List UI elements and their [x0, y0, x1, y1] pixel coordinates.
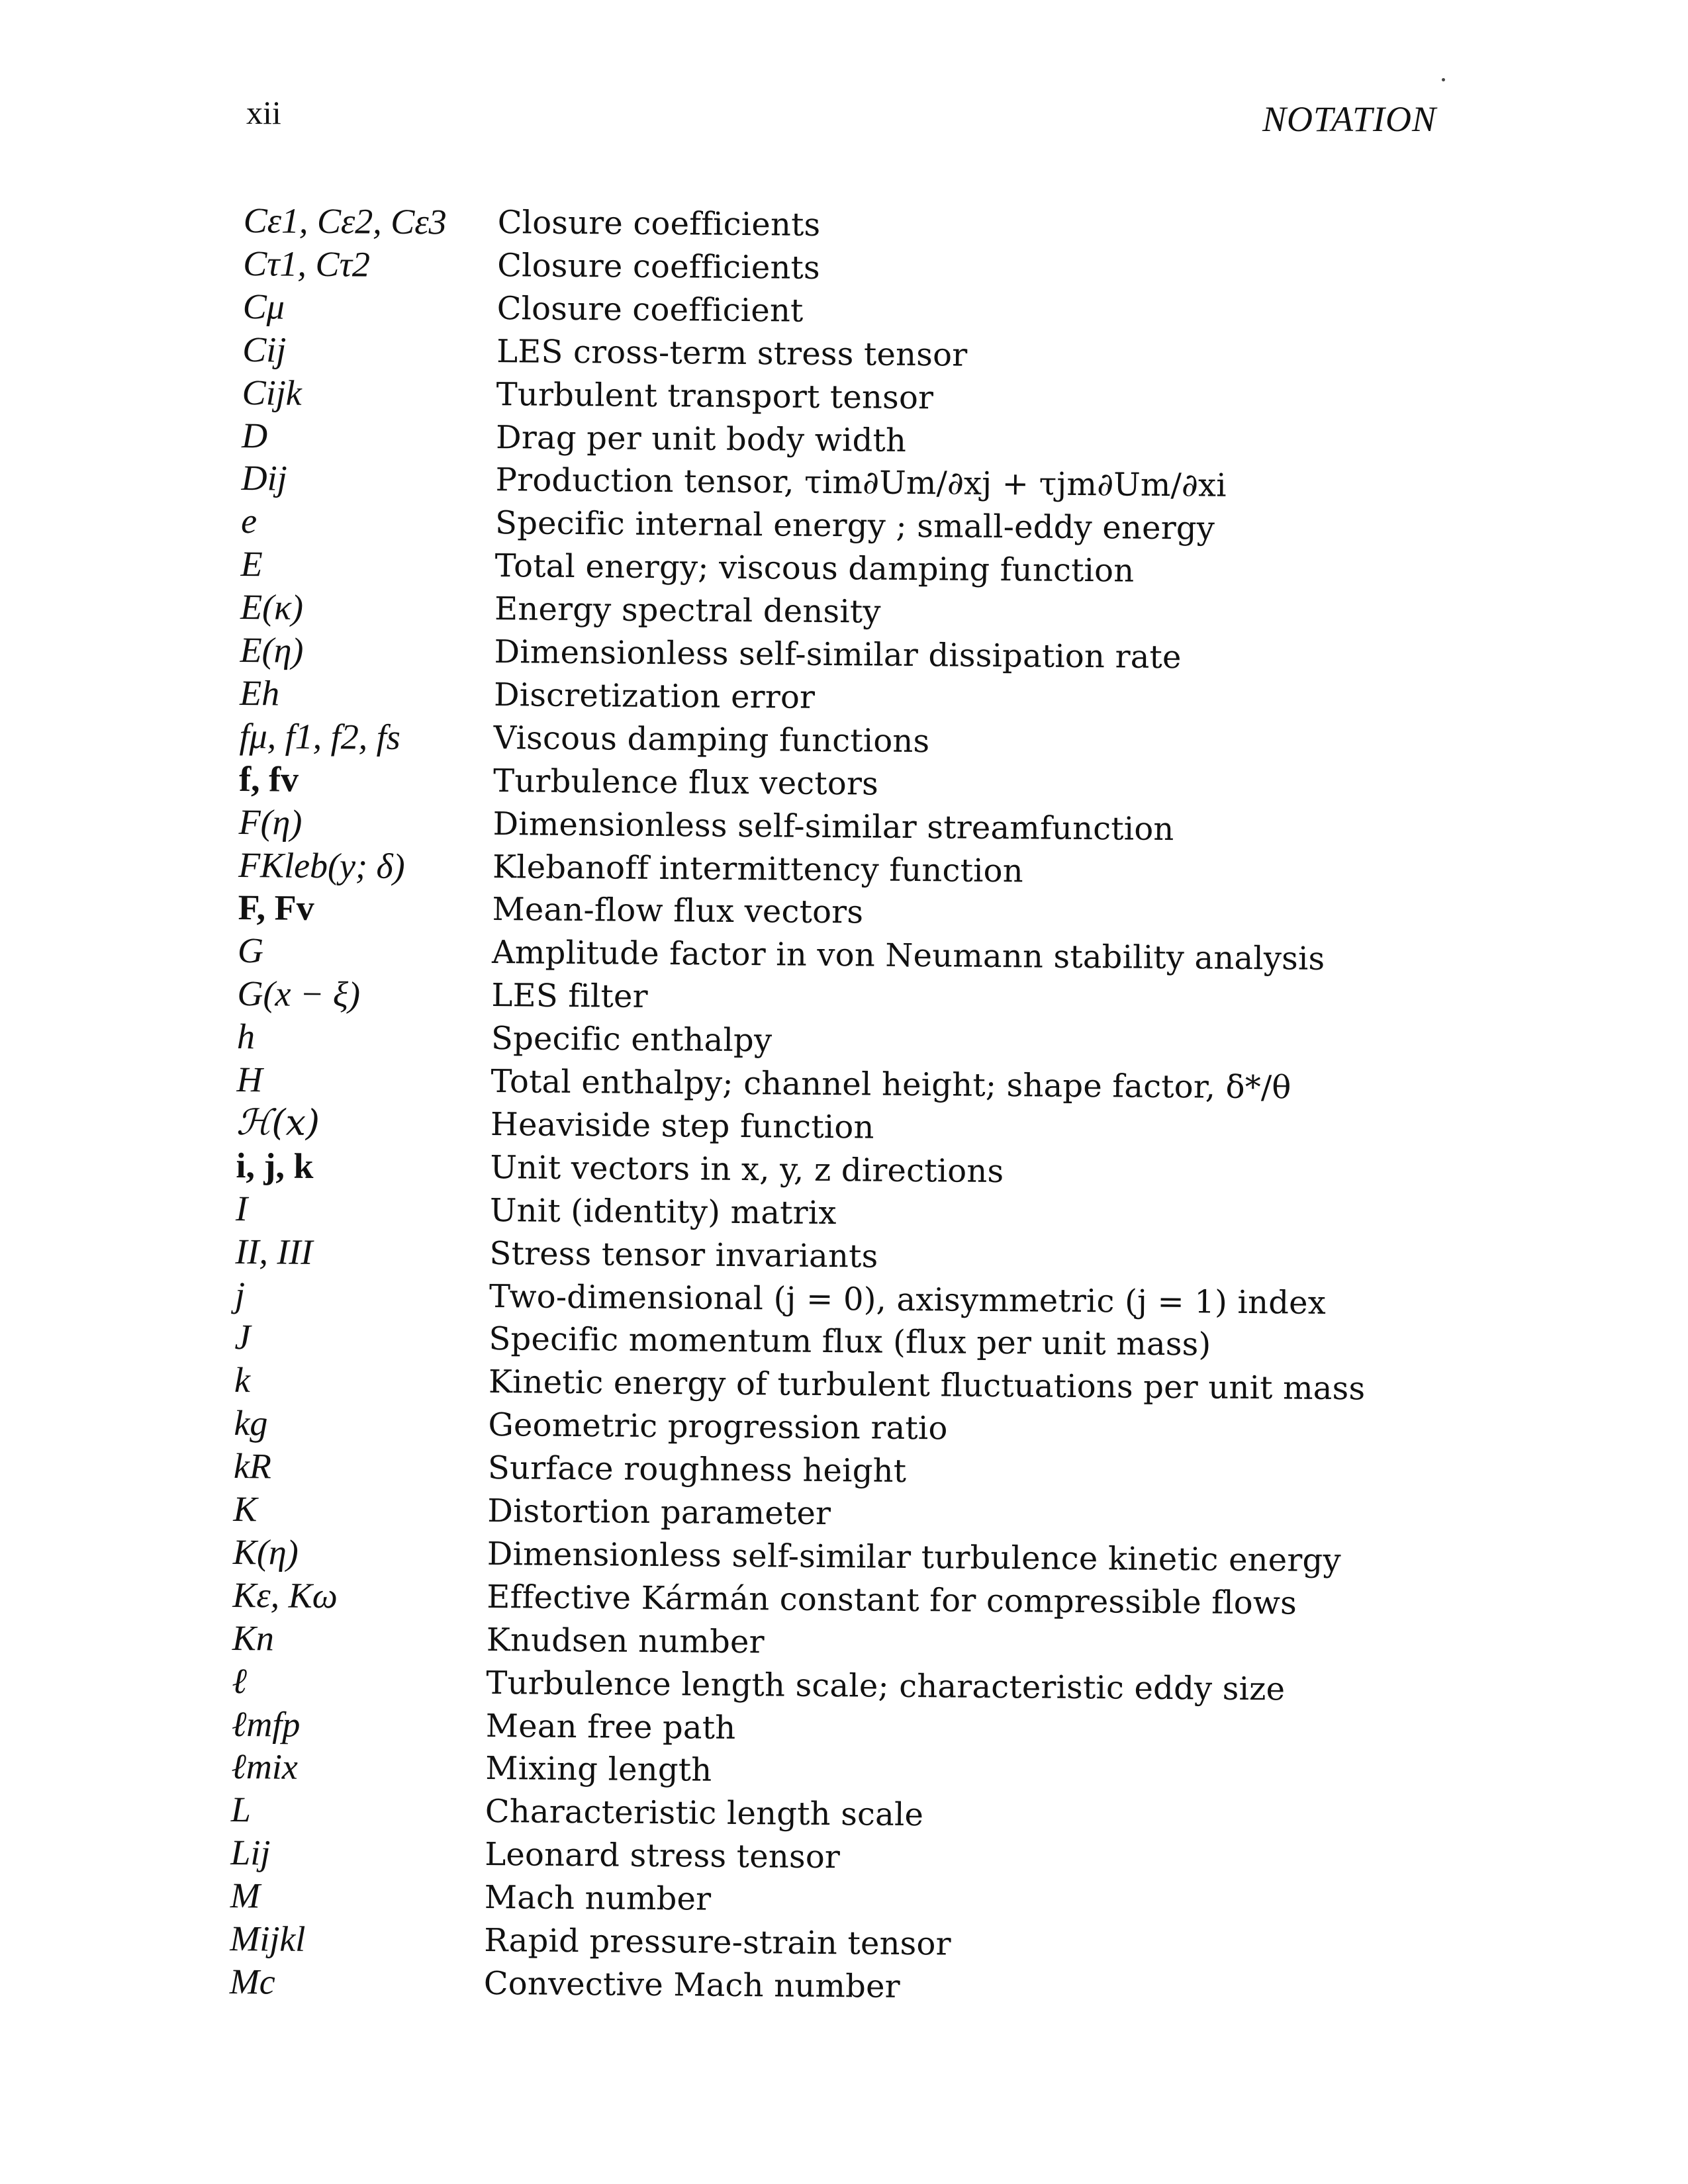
notation-symbol: Dij: [241, 458, 287, 498]
notation-symbol: fμ, f1, f2, fs: [239, 716, 400, 757]
notation-symbol: kg: [234, 1403, 268, 1443]
notation-description: Mean free path: [485, 1707, 736, 1747]
notation-description: Turbulence flux vectors: [492, 762, 879, 803]
notation-symbol: J: [234, 1317, 251, 1357]
notation-description: Discretization error: [493, 676, 816, 716]
notation-list: [0, 197, 1688, 2063]
notation-description: Leonard stress tensor: [485, 1836, 841, 1876]
notation-description: Effective Kármán constant for compressible flows: [487, 1578, 1297, 1622]
notation-description: Convective Mach number: [483, 1964, 901, 2005]
notation-symbol: L: [230, 1789, 252, 1830]
notation-symbol: G: [237, 931, 264, 971]
notation-description: Specific enthalpy: [491, 1020, 773, 1060]
notation-description: Unit vectors in x, y, z directions: [490, 1149, 1004, 1191]
notation-description: Heaviside step function: [490, 1106, 874, 1146]
notation-symbol: E: [240, 544, 263, 584]
notation-symbol: k: [234, 1360, 251, 1400]
notation-description: Closure coefficients: [496, 247, 821, 287]
notation-symbol: Mc: [229, 1961, 276, 2002]
notation-symbol: F(η): [238, 802, 303, 842]
notation-description: Turbulent transport tensor: [496, 376, 934, 417]
notation-symbol: f, fv: [238, 759, 299, 799]
notation-description: Mean-flow flux vectors: [492, 891, 864, 931]
notation-description: Characteristic length scale: [485, 1793, 924, 1834]
notation-description: Production tensor, τim∂Um/∂xj + τjm∂Um/∂xi: [495, 461, 1227, 504]
notation-symbol: F, Fv: [238, 887, 314, 928]
notation-symbol: e: [240, 501, 258, 541]
notation-description: Dimensionless self-similar dissipation rate: [494, 633, 1182, 676]
notation-description: Kinetic energy of turbulent fluctuations per unit mass: [488, 1363, 1366, 1408]
notation-symbol: Cε1, Cε2, Cε3: [243, 201, 447, 242]
notation-description: Turbulence length scale; characteristic eddy size: [486, 1664, 1286, 1708]
notation-description: Two-dimensional (j = 0), axisymmetric (j = 1) index: [489, 1278, 1327, 1322]
notation-description: Distortion parameter: [487, 1492, 831, 1533]
notation-symbol: ℋ(x): [236, 1101, 320, 1144]
notation-description: Drag per unit body width: [495, 419, 907, 459]
notation-symbol: M: [230, 1875, 261, 1916]
notation-symbol: Eh: [239, 673, 280, 713]
notation-description: Specific internal energy ; small-eddy energy: [494, 504, 1215, 547]
notation-symbol: E(κ): [240, 587, 304, 627]
notation-symbol: kR: [233, 1446, 272, 1486]
notation-description: Dimensionless self-similar turbulence kinetic energy: [487, 1535, 1342, 1580]
notation-symbol: i, j, k: [236, 1146, 314, 1186]
notation-description: Unit (identity) matrix: [489, 1192, 837, 1232]
notation-description: LES cross-term stress tensor: [496, 333, 968, 374]
notation-description: Geometric progression ratio: [488, 1406, 948, 1447]
notation-description: LES filter: [491, 977, 648, 1015]
notation-description: Specific momentum flux (flux per unit mass): [489, 1320, 1211, 1363]
notation-symbol: D: [241, 416, 268, 456]
notation-symbol: K: [233, 1489, 258, 1529]
notation-description: Mixing length: [485, 1750, 712, 1789]
notation-symbol: Mijkl: [230, 1918, 306, 1959]
notation-symbol: H: [236, 1060, 263, 1100]
notation-description: Closure coefficients: [497, 204, 821, 244]
page-number: xii: [246, 94, 281, 131]
notation-symbol: Cij: [242, 330, 287, 370]
notation-symbol: K(η): [232, 1532, 299, 1572]
notation-symbol: Cτ1, Cτ2: [242, 244, 371, 285]
notation-symbol: Cijk: [242, 373, 302, 413]
notation-description: Total energy; viscous damping function: [494, 547, 1135, 590]
notation-description: Surface roughness height: [487, 1449, 907, 1490]
notation-symbol: Cμ: [242, 287, 285, 327]
notation-description: Amplitude factor in von Neumann stability analysis: [491, 934, 1325, 978]
scan-speck: [1442, 78, 1445, 81]
notation-symbol: Lij: [230, 1832, 271, 1873]
notation-description: Viscous damping functions: [493, 719, 930, 760]
notation-description: Energy spectral density: [494, 590, 881, 631]
notation-symbol: E(η): [240, 630, 304, 670]
notation-description: Dimensionless self-similar streamfunction: [492, 805, 1174, 848]
notation-symbol: j: [234, 1275, 246, 1315]
notation-symbol: h: [236, 1017, 256, 1057]
notation-description: Rapid pressure-strain tensor: [484, 1921, 951, 1963]
notation-symbol: FKleb(y; δ): [238, 845, 405, 887]
notation-symbol: I: [235, 1189, 248, 1229]
notation-description: Klebanoff intermittency function: [492, 848, 1024, 890]
notation-description: Total enthalpy; channel height; shape factor, δ*/θ: [491, 1063, 1291, 1107]
notation-symbol: II, III: [235, 1232, 313, 1272]
running-head: NOTATION: [1262, 99, 1436, 139]
notation-symbol: ℓmix: [231, 1746, 299, 1787]
notation-description: Closure coefficient: [496, 290, 804, 330]
notation-description: Stress tensor invariants: [489, 1235, 878, 1275]
notation-symbol: Kε, Kω: [232, 1574, 338, 1616]
notation-description: Knudsen number: [486, 1621, 765, 1661]
notation-symbol: G(x − ξ): [237, 974, 361, 1015]
notation-description: Mach number: [484, 1879, 712, 1918]
notation-symbol: Kn: [232, 1617, 275, 1659]
notation-symbol: ℓ: [232, 1661, 248, 1702]
notation-symbol: ℓmfp: [231, 1704, 301, 1745]
